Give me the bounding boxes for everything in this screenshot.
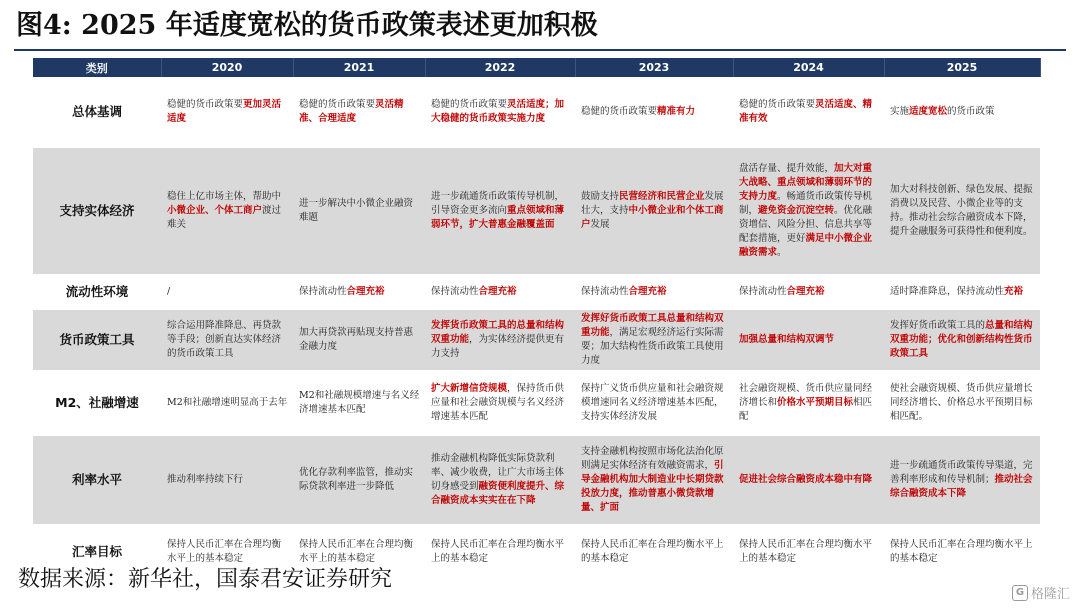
highlight-text: 融资便利度提升、综合融资成本实实在在下降 — [431, 481, 565, 506]
table-row — [33, 435, 1040, 525]
cell-text: M2和社融规模增速与名义经济增速基本匹配 — [299, 390, 420, 415]
cell-text: ，满足宏观经济运行实际需要；加大结构性货币政策工具使用力度 — [581, 327, 724, 366]
watermark-text: 格隆汇 — [1030, 587, 1070, 602]
cell-text: 保持流动性 — [431, 286, 479, 297]
cell-text: 保持人民币汇率在合理均衡水平上的基本稳定 — [431, 539, 565, 564]
header-year: 2025 — [884, 58, 1040, 77]
table-cell — [575, 371, 733, 435]
source-note: 数据来源：新华社，国泰君安证券研究 — [18, 567, 393, 592]
table-cell — [733, 371, 884, 435]
highlight-text: 合理充裕 — [478, 286, 517, 297]
row-category: 货币政策工具 — [33, 309, 161, 371]
cell-text: 综合运用降准降息、再贷款等手段；创新直达实体经济的货币政策工具 — [167, 320, 282, 359]
table-cell — [733, 147, 884, 275]
highlight-text: 合理充裕 — [628, 286, 667, 297]
highlight-text: 加强总量和结构双调节 — [739, 334, 835, 345]
table-cell — [575, 147, 733, 275]
highlight-text: 合理充裕 — [786, 286, 825, 297]
table-cell — [884, 435, 1040, 525]
table-cell — [425, 147, 575, 275]
cell-text: / — [167, 286, 171, 297]
highlight-text: 中小微企业和个体工商户 — [581, 205, 724, 230]
watermark — [1012, 583, 1070, 602]
table-cell — [293, 309, 425, 371]
table-cell — [293, 275, 425, 309]
table-cell — [425, 435, 575, 525]
table-header-row — [33, 58, 1040, 77]
table-cell — [293, 147, 425, 275]
cell-text: 保持人民币汇率在合理均衡水平上的基本稳定 — [167, 539, 282, 564]
table-cell — [425, 309, 575, 371]
cell-text: 加大对科技创新、绿色发展、提振消费以及民营、小微企业等的支持。推动社会综合融资成本下降，提升金融服务可获得性和便利度。 — [890, 184, 1033, 237]
highlight-text: 推动社会综合融资成本下降 — [890, 474, 1033, 499]
title-divider — [14, 49, 1066, 51]
table-row — [33, 371, 1040, 435]
highlight-text: 重点领域和薄弱环节，扩大普惠金融覆盖面 — [431, 205, 565, 230]
table-cell — [884, 77, 1040, 147]
table-cell — [161, 371, 293, 435]
highlight-text: 避免资金沉淀空转 — [758, 205, 835, 216]
cell-text: 进一步疏通货币政策传导渠道，完善利率形成和传导机制； — [890, 460, 1033, 485]
page-title: 图4: 2025 年适度宽松的货币政策表述更加积极 — [16, 10, 598, 41]
cell-text: 推动利率持续下行 — [167, 474, 244, 485]
cell-text: 保持人民币汇率在合理均衡水平上的基本稳定 — [739, 539, 873, 564]
cell-text: 。畅通货币政策传导机制， — [739, 191, 873, 216]
table-cell — [733, 309, 884, 371]
table-cell — [733, 77, 884, 147]
header-year: 2023 — [575, 58, 733, 77]
cell-text: 支持金融机构按照市场化法治化原则满足实体经济有效融资需求， — [581, 446, 724, 471]
highlight-text: 引导金融机构加大制造业中长期贷款投放力度，推动普惠小微贷款增量、扩面 — [581, 460, 724, 513]
cell-text: ，保持货币供应量和社会融资规模与名义经济增速基本匹配 — [431, 383, 565, 422]
table-cell — [575, 77, 733, 147]
cell-text: 发展壮大，支持 — [581, 191, 724, 216]
highlight-text: 加大对重大战略、重点领域和薄弱环节的支持力度 — [739, 163, 873, 202]
cell-text: 加大再贷款再贴现支持普惠金融力度 — [299, 327, 414, 352]
table-cell — [161, 309, 293, 371]
table-cell — [884, 525, 1040, 579]
table-cell — [575, 525, 733, 579]
highlight-text: 灵活适度；加大稳健的货币政策实施力度 — [431, 98, 565, 124]
table-row — [33, 275, 1040, 309]
gelonghui-logo-icon: G — [1012, 585, 1028, 601]
highlight-text: 促进社会综合融资成本稳中有降 — [739, 474, 873, 485]
table-cell — [293, 371, 425, 435]
header-year: 2024 — [733, 58, 884, 77]
cell-text: 保持人民币汇率在合理均衡水平上的基本稳定 — [581, 539, 724, 564]
cell-text: 的货币政策 — [947, 105, 995, 117]
row-category: 利率水平 — [33, 435, 161, 525]
table-cell — [425, 525, 575, 579]
highlight-text: 扩大新增信贷规模 — [431, 383, 508, 394]
highlight-text: 满足中小微企业融资需求 — [739, 233, 873, 258]
header-category: 类别 — [33, 58, 161, 77]
header-year: 2020 — [161, 58, 293, 77]
highlight-text: 更加灵活适度 — [167, 98, 282, 124]
table-cell — [425, 371, 575, 435]
highlight-text: 充裕 — [1004, 286, 1024, 297]
table-cell — [425, 77, 575, 147]
cell-text: 保持人民币汇率在合理均衡水平上的基本稳定 — [890, 539, 1033, 564]
row-category: 流动性环境 — [33, 275, 161, 309]
highlight-text: 精准有力 — [657, 105, 696, 117]
highlight-text: 小微企业、个体工商户 — [167, 205, 263, 216]
table-cell — [575, 435, 733, 525]
highlight-text: 合理充裕 — [346, 286, 385, 297]
cell-text: 。 — [777, 247, 787, 258]
cell-text: 保持流动性 — [299, 286, 347, 297]
table-cell — [425, 275, 575, 309]
cell-text: 盘活存量、提升效能， — [739, 163, 835, 174]
cell-text: 渡过难关 — [167, 205, 282, 230]
table-cell — [884, 147, 1040, 275]
table-cell — [733, 275, 884, 309]
table-cell — [733, 435, 884, 525]
header-year: 2022 — [425, 58, 575, 77]
cell-text: 推动金融机构降低实际贷款利率、减少收费，让广大市场主体切身感受到 — [431, 453, 565, 492]
cell-text: 适时降准降息，保持流动性 — [890, 286, 1005, 297]
cell-text: M2和社融增速明显高于去年 — [167, 397, 288, 408]
row-category: 总体基调 — [33, 77, 161, 147]
cell-text: 相匹配 — [739, 397, 873, 422]
highlight-text: 民营经济和民营企业 — [619, 191, 705, 202]
cell-text: 稳健的货币政策要 — [431, 98, 508, 110]
cell-text: 稳住上亿市场主体，帮助中 — [167, 191, 282, 202]
table-cell — [884, 275, 1040, 309]
highlight-text: 价格水平预期目标 — [777, 397, 854, 408]
cell-text: 鼓励支持 — [581, 191, 620, 202]
cell-text: 实施 — [890, 105, 910, 117]
cell-text: ，为实体经济提供更有力支持 — [431, 334, 565, 359]
highlight-text: 发挥货币政策工具的总量和结构双重功能 — [431, 320, 565, 345]
highlight-text: 适度宽松 — [909, 105, 948, 117]
cell-text: 。优化融资增信、风险分担、信息共享等配套措施，更好 — [739, 205, 873, 244]
cell-text: 优化存款利率监管，推动实际贷款利率进一步降低 — [299, 467, 414, 492]
highlight-text: 总量和结构双重功能；优化和创新结构性货币政策工具 — [890, 320, 1033, 359]
table-cell — [161, 77, 293, 147]
table-row — [33, 77, 1040, 147]
cell-text: 保持广义货币供应量和社会融资规模增速同名义经济增速基本匹配，支持实体经济发展 — [581, 383, 724, 422]
policy-table — [33, 58, 1041, 580]
table-cell — [293, 435, 425, 525]
highlight-text: 发挥好货币政策工具总量和结构双重功能 — [581, 313, 724, 338]
highlight-text: 灵活适度、精准有效 — [739, 98, 873, 124]
cell-text: 使社会融资规模、货币供应量增长同经济增长、价格总水平预期目标相匹配。 — [890, 383, 1033, 422]
table-cell — [293, 77, 425, 147]
cell-text: 保持流动性 — [739, 286, 787, 297]
table-cell — [161, 147, 293, 275]
highlight-text: 灵活精准、合理适度 — [299, 98, 404, 124]
cell-text: 稳健的货币政策要 — [581, 105, 658, 117]
table-cell — [161, 275, 293, 309]
table-cell — [575, 275, 733, 309]
table-body — [33, 77, 1040, 579]
header-year: 2021 — [293, 58, 425, 77]
table-cell — [884, 309, 1040, 371]
cell-text: 发挥好货币政策工具的 — [890, 320, 986, 331]
cell-text: 保持流动性 — [581, 286, 629, 297]
row-category: M2、社融增速 — [33, 371, 161, 435]
table-row — [33, 147, 1040, 275]
table-cell — [161, 435, 293, 525]
cell-text: 稳健的货币政策要 — [299, 98, 376, 110]
cell-text: 进一步解决中小微企业融资难题 — [299, 198, 414, 223]
cell-text: 进一步疏通货币政策传导机制，引导资金更多流向 — [431, 191, 565, 216]
row-category: 汇率目标 — [33, 525, 161, 579]
cell-text: 稳健的货币政策要 — [167, 98, 244, 110]
cell-text: 社会融资规模、货币供应量同经济增长和 — [739, 383, 873, 408]
table-cell — [884, 371, 1040, 435]
table-row — [33, 309, 1040, 371]
table-cell — [733, 525, 884, 579]
row-category: 支持实体经济 — [33, 147, 161, 275]
cell-text: 发展 — [590, 219, 610, 230]
table-cell — [575, 309, 733, 371]
cell-text: 保持人民币汇率在合理均衡水平上的基本稳定 — [299, 539, 414, 564]
cell-text: 稳健的货币政策要 — [739, 98, 816, 110]
